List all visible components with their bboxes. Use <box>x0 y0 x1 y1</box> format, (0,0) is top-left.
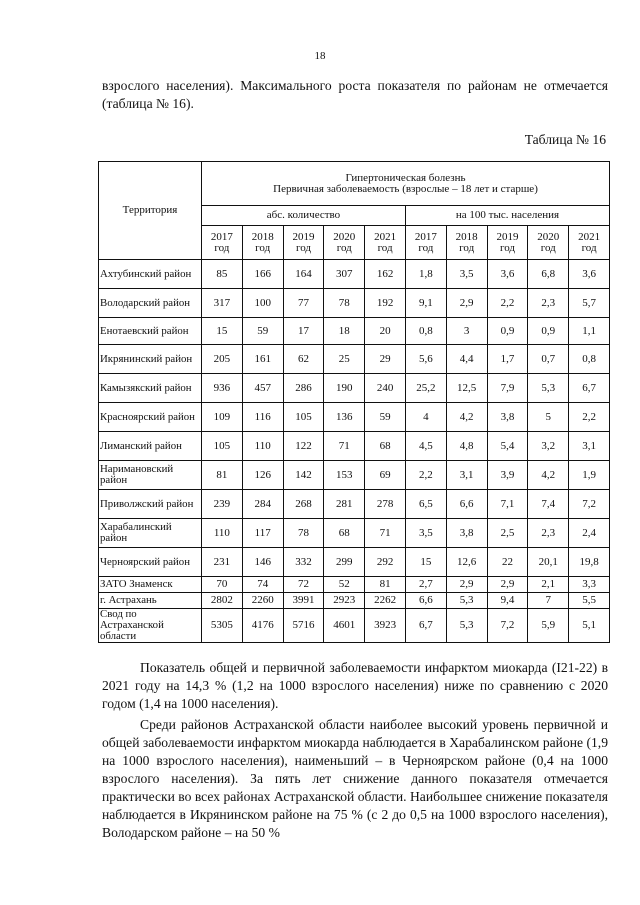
value-cell: 136 <box>324 403 365 432</box>
value-cell: 4,5 <box>405 432 446 461</box>
year-value: 2019 <box>496 230 519 243</box>
value-cell: 4176 <box>242 609 283 643</box>
value-cell: 4,4 <box>446 345 487 374</box>
value-cell: 2,1 <box>528 577 569 593</box>
value-cell: 2,2 <box>487 289 528 318</box>
value-cell: 9,1 <box>405 289 446 318</box>
territory-cell: Харабалинский район <box>99 519 202 548</box>
value-cell: 3,6 <box>487 260 528 289</box>
value-cell: 22 <box>487 548 528 577</box>
value-cell: 164 <box>283 260 324 289</box>
year-value: 2019 <box>292 230 315 243</box>
value-cell: 116 <box>242 403 283 432</box>
value-cell: 25 <box>324 345 365 374</box>
year-header <box>365 226 406 260</box>
value-cell: 70 <box>202 577 243 593</box>
value-cell: 81 <box>365 577 406 593</box>
value-cell: 2923 <box>324 593 365 609</box>
value-cell: 105 <box>202 432 243 461</box>
value-cell: 15 <box>202 318 243 345</box>
value-cell: 100 <box>242 289 283 318</box>
table-row <box>99 461 610 490</box>
value-cell: 240 <box>365 374 406 403</box>
table-row <box>99 260 610 289</box>
value-cell: 1,1 <box>569 318 610 345</box>
year-unit: год <box>255 241 271 254</box>
territory-cell: г. Астрахань <box>99 593 202 609</box>
value-cell: 3,1 <box>446 461 487 490</box>
value-cell: 2,5 <box>487 519 528 548</box>
value-cell: 5,4 <box>487 432 528 461</box>
value-cell: 2,9 <box>446 577 487 593</box>
year-value: 2020 <box>537 230 560 243</box>
value-cell: 72 <box>283 577 324 593</box>
value-cell: 110 <box>242 432 283 461</box>
value-cell: 5305 <box>202 609 243 643</box>
table-row <box>99 432 610 461</box>
year-unit: год <box>418 241 434 254</box>
value-cell: 15 <box>405 548 446 577</box>
value-cell: 2,2 <box>569 403 610 432</box>
value-cell: 4,2 <box>446 403 487 432</box>
value-cell: 2262 <box>365 593 406 609</box>
year-value: 2021 <box>374 230 397 243</box>
value-cell: 6,7 <box>405 609 446 643</box>
value-cell: 146 <box>242 548 283 577</box>
value-cell: 292 <box>365 548 406 577</box>
value-cell: 4601 <box>324 609 365 643</box>
territory-cell: Камызякский район <box>99 374 202 403</box>
value-cell: 281 <box>324 490 365 519</box>
value-cell: 71 <box>365 519 406 548</box>
table-row <box>99 490 610 519</box>
value-cell: 332 <box>283 548 324 577</box>
value-cell: 7,1 <box>487 490 528 519</box>
value-cell: 3,8 <box>487 403 528 432</box>
value-cell: 2260 <box>242 593 283 609</box>
year-header <box>324 226 365 260</box>
value-cell: 6,7 <box>569 374 610 403</box>
value-cell: 5,3 <box>446 609 487 643</box>
value-cell: 117 <box>242 519 283 548</box>
value-cell: 7,4 <box>528 490 569 519</box>
disease-header <box>202 162 610 206</box>
value-cell: 105 <box>283 403 324 432</box>
value-cell: 4,8 <box>446 432 487 461</box>
value-cell: 6,5 <box>405 490 446 519</box>
value-cell: 3991 <box>283 593 324 609</box>
value-cell: 52 <box>324 577 365 593</box>
value-cell: 12,5 <box>446 374 487 403</box>
value-cell: 74 <box>242 577 283 593</box>
value-cell: 192 <box>365 289 406 318</box>
paragraph-district-comparison: Среди районов Астраханской области наиболее высокий уровень первичной и общей заболеваемости инфарктом миокарда наблюдается в Харабалинском районе (1,9 на 1000 взрослого населения), наименьший – в Черноярском районе (0,4 на 1000 взрослого населения). За пять лет снижение данного показателя отмечается практически во всех районах Астраханской области. Наибольшее снижение показателя наблюдается в Икрянинском районе на 75 % (с 2 до 0,5 на 1000 взрослого населения), Володарском районе – на 50 % <box>102 717 608 840</box>
year-header <box>405 226 446 260</box>
territory-cell: Ахтубинский район <box>99 260 202 289</box>
value-cell: 85 <box>202 260 243 289</box>
value-cell: 2,3 <box>528 519 569 548</box>
value-cell: 5,1 <box>569 609 610 643</box>
value-cell: 299 <box>324 548 365 577</box>
value-cell: 5,9 <box>528 609 569 643</box>
year-unit: год <box>499 241 515 254</box>
value-cell: 307 <box>324 260 365 289</box>
value-cell: 81 <box>202 461 243 490</box>
value-cell: 0,7 <box>528 345 569 374</box>
year-unit: год <box>377 241 393 254</box>
value-cell: 278 <box>365 490 406 519</box>
table-row <box>99 318 610 345</box>
value-cell: 3,2 <box>528 432 569 461</box>
value-cell: 2802 <box>202 593 243 609</box>
territory-cell: Володарский район <box>99 289 202 318</box>
value-cell: 0,9 <box>487 318 528 345</box>
value-cell: 3,6 <box>569 260 610 289</box>
table-label: Таблица № 16 <box>524 132 606 147</box>
year-value: 2018 <box>251 230 274 243</box>
value-cell: 161 <box>242 345 283 374</box>
value-cell: 9,4 <box>487 593 528 609</box>
disease-subtitle: Первичная заболеваемость (взрослые – 18 лет и старше) <box>273 182 538 195</box>
table-row <box>99 548 610 577</box>
year-header <box>487 226 528 260</box>
value-cell: 20,1 <box>528 548 569 577</box>
group-rate-header: на 100 тыс. населения <box>405 206 609 226</box>
year-value: 2017 <box>414 230 437 243</box>
value-cell: 2,7 <box>405 577 446 593</box>
value-cell: 59 <box>365 403 406 432</box>
value-cell: 0,8 <box>405 318 446 345</box>
value-cell: 18 <box>324 318 365 345</box>
value-cell: 1,9 <box>569 461 610 490</box>
territory-cell: Икрянинский район <box>99 345 202 374</box>
value-cell: 6,6 <box>405 593 446 609</box>
year-unit: год <box>295 241 311 254</box>
value-cell: 20 <box>365 318 406 345</box>
territory-cell: Приволжский район <box>99 490 202 519</box>
intro-paragraph: взрослого населения). Максимального роста показателя по районам не отмечается (таблица № 16). <box>102 78 608 111</box>
value-cell: 6,6 <box>446 490 487 519</box>
morbidity-table <box>98 161 610 643</box>
value-cell: 142 <box>283 461 324 490</box>
value-cell: 153 <box>324 461 365 490</box>
year-header <box>446 226 487 260</box>
value-cell: 3,5 <box>446 260 487 289</box>
table-row <box>99 577 610 593</box>
value-cell: 71 <box>324 432 365 461</box>
paragraph-infarction-trend: Показатель общей и первичной заболеваемости инфарктом миокарда (I21-22) в 2021 году на 14,3 % (1,2 на 1000 взрослого населения) ниже по сравнению с 2020 годом (1,4 на 1000 населения). <box>102 660 608 711</box>
year-header <box>283 226 324 260</box>
territory-cell: Наримановский район <box>99 461 202 490</box>
territory-cell: Енотаевский район <box>99 318 202 345</box>
value-cell: 2,2 <box>405 461 446 490</box>
value-cell: 2,4 <box>569 519 610 548</box>
value-cell: 457 <box>242 374 283 403</box>
disease-title: Гипертоническая болезнь <box>345 171 466 184</box>
value-cell: 5,3 <box>446 593 487 609</box>
value-cell: 29 <box>365 345 406 374</box>
value-cell: 205 <box>202 345 243 374</box>
value-cell: 68 <box>365 432 406 461</box>
value-cell: 62 <box>283 345 324 374</box>
value-cell: 3,8 <box>446 519 487 548</box>
year-value: 2020 <box>333 230 356 243</box>
territory-cell: Лиманский район <box>99 432 202 461</box>
year-value: 2021 <box>578 230 601 243</box>
value-cell: 68 <box>324 519 365 548</box>
table-row <box>99 345 610 374</box>
value-cell: 77 <box>283 289 324 318</box>
value-cell: 0,9 <box>528 318 569 345</box>
value-cell: 3,5 <box>405 519 446 548</box>
value-cell: 166 <box>242 260 283 289</box>
value-cell: 2,3 <box>528 289 569 318</box>
value-cell: 190 <box>324 374 365 403</box>
value-cell: 936 <box>202 374 243 403</box>
value-cell: 162 <box>365 260 406 289</box>
value-cell: 5,5 <box>569 593 610 609</box>
year-unit: год <box>459 241 475 254</box>
value-cell: 7,9 <box>487 374 528 403</box>
year-value: 2018 <box>455 230 478 243</box>
value-cell: 3,1 <box>569 432 610 461</box>
value-cell: 110 <box>202 519 243 548</box>
territory-cell: Красноярский район <box>99 403 202 432</box>
table-row <box>99 289 610 318</box>
value-cell: 2,9 <box>487 577 528 593</box>
value-cell: 231 <box>202 548 243 577</box>
value-cell: 7,2 <box>569 490 610 519</box>
year-header <box>528 226 569 260</box>
table-row <box>99 609 610 643</box>
value-cell: 126 <box>242 461 283 490</box>
value-cell: 0,8 <box>569 345 610 374</box>
value-cell: 268 <box>283 490 324 519</box>
value-cell: 4 <box>405 403 446 432</box>
value-cell: 12,6 <box>446 548 487 577</box>
value-cell: 5,6 <box>405 345 446 374</box>
value-cell: 2,9 <box>446 289 487 318</box>
value-cell: 59 <box>242 318 283 345</box>
value-cell: 78 <box>324 289 365 318</box>
value-cell: 109 <box>202 403 243 432</box>
territory-header: Территория <box>99 162 202 260</box>
value-cell: 5,3 <box>528 374 569 403</box>
value-cell: 7 <box>528 593 569 609</box>
territory-cell: Черноярский район <box>99 548 202 577</box>
table-row <box>99 403 610 432</box>
value-cell: 5716 <box>283 609 324 643</box>
value-cell: 1,8 <box>405 260 446 289</box>
page-number: 18 <box>314 50 326 62</box>
value-cell: 122 <box>283 432 324 461</box>
year-unit: год <box>214 241 230 254</box>
territory-cell: ЗАТО Знаменск <box>99 577 202 593</box>
value-cell: 3 <box>446 318 487 345</box>
value-cell: 5 <box>528 403 569 432</box>
value-cell: 19,8 <box>569 548 610 577</box>
value-cell: 317 <box>202 289 243 318</box>
year-value: 2017 <box>210 230 233 243</box>
value-cell: 6,8 <box>528 260 569 289</box>
year-unit: год <box>581 241 597 254</box>
value-cell: 25,2 <box>405 374 446 403</box>
value-cell: 3923 <box>365 609 406 643</box>
year-unit: год <box>336 241 352 254</box>
value-cell: 69 <box>365 461 406 490</box>
year-header <box>242 226 283 260</box>
value-cell: 3,9 <box>487 461 528 490</box>
value-cell: 78 <box>283 519 324 548</box>
value-cell: 3,3 <box>569 577 610 593</box>
value-cell: 4,2 <box>528 461 569 490</box>
value-cell: 284 <box>242 490 283 519</box>
group-abs-header: абс. количество <box>202 206 406 226</box>
year-header <box>569 226 610 260</box>
year-unit: год <box>540 241 556 254</box>
value-cell: 17 <box>283 318 324 345</box>
table-row <box>99 593 610 609</box>
value-cell: 7,2 <box>487 609 528 643</box>
year-header <box>202 226 243 260</box>
table-row <box>99 519 610 548</box>
value-cell: 1,7 <box>487 345 528 374</box>
value-cell: 5,7 <box>569 289 610 318</box>
value-cell: 239 <box>202 490 243 519</box>
table-row <box>99 374 610 403</box>
territory-cell: Свод по Астраханской области <box>99 609 202 643</box>
value-cell: 286 <box>283 374 324 403</box>
